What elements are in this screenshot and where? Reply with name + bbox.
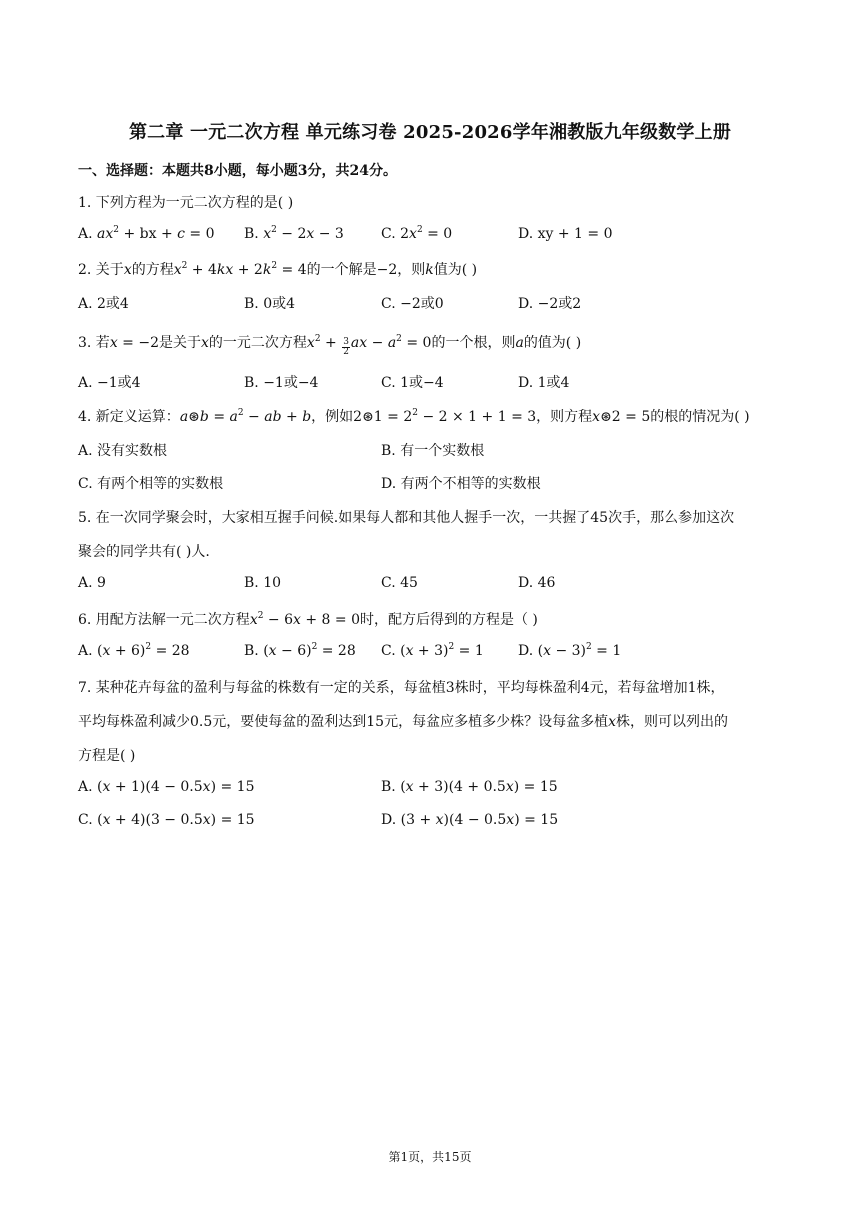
option-d[interactable]: D. (3 + x)(4 − 0.5x) = 15 [381,812,559,828]
option-a[interactable]: A. $(x + 6)^2 = 28$ [78,642,190,659]
question-1-options [78,226,778,246]
option-d[interactable]: D. $(x - 3)^2 = 1$ [518,642,622,659]
question-4: 4. 新定义运算：a⊛b = $a^2$ − ab + b，例如2⊛1 = $2^2 - 2 \times 1 + 1 = 3$，则方程x⊛2 = 5的根的情况为( ) [78,408,750,425]
page-footer: 第1页，共15页 [388,1150,472,1164]
question-6-options [78,643,778,663]
option-a[interactable]: A. $ax^2$ + bx + c = 0 [78,225,215,242]
option-c[interactable]: C. 有两个相等的实数根 [78,476,224,492]
option-a[interactable]: A. 9 [78,575,106,591]
option-a[interactable]: A. (x + 1)(4 − 0.5x) = 15 [78,779,255,795]
option-c[interactable]: C. $(x + 3)^2 = 1$ [381,642,484,659]
option-b[interactable]: B. $(x - 6)^2 = 28$ [244,642,356,659]
option-a[interactable]: A. 2或4 [78,296,129,312]
question-1: 1. 下列方程为一元二次方程的是( ) [78,195,294,211]
option-c[interactable]: C. $2x^2 = 0$ [381,225,453,242]
option-d[interactable]: D. 1或4 [518,375,570,391]
option-b[interactable]: B. −1或−4 [244,375,319,391]
option-a[interactable]: A. 没有实数根 [78,443,168,459]
question-4-options-row1 [78,440,778,460]
question-3-options [78,372,778,392]
option-c[interactable]: C. −2或0 [381,296,444,312]
option-c[interactable]: C. 45 [381,575,418,591]
option-d[interactable]: D. −2或2 [518,296,582,312]
option-c[interactable]: C. 1或−4 [381,375,444,391]
option-b[interactable]: B. 有一个实数根 [381,443,485,459]
question-7-options-row1 [78,779,778,799]
option-b[interactable]: B. 10 [244,575,282,591]
question-2: 2. 关于x的方程$x^2 + 4kx + 2k^2 = 4$的一个解是−2，则k值为( ) [78,261,478,278]
question-7-line1: 7. 某种花卉每盆的盈利与每盆的株数有一定的关系，每盆植3株时，平均每株盈利4元，若每盆增加1株， [78,680,725,696]
section-heading: 一、选择题：本题共8小题，每小题3分，共24分。 [78,163,397,179]
question-5-options [78,575,778,595]
question-5-line2: 聚会的同学共有( )人. [78,544,210,560]
question-2-options [78,293,778,313]
question-5-line1: 5. 在一次同学聚会时，大家相互握手问候.如果每人都和其他人握手一次，一共握了45次手，那么参加这次 [78,510,735,526]
question-6: 6. 用配方法解一元二次方程$x^2 - 6x + 8 = 0$时，配方后得到的方程是（ ) [78,611,538,628]
option-d[interactable]: D. xy + 1 = 0 [518,226,613,242]
question-7-line2: 平均每株盈利减少0.5元，要使每盆的盈利达到15元，每盆应多植多少株？设每盆多植x株，则可以列出的 [78,714,728,730]
question-7-line3: 方程是( ) [78,748,136,764]
option-b[interactable]: B. 0或4 [244,296,296,312]
option-a[interactable]: A. −1或4 [78,375,141,391]
question-4-options-row2 [78,473,778,493]
question-3: 3. 若x = −2是关于x的一元二次方程$x^2$ + $\frac{3}{2}$ ax − $a^2 = 0$的一个根，则a的值为( ) [78,334,582,357]
option-b[interactable]: B. $x^2 - 2x - 3$ [244,225,344,242]
option-c[interactable]: C. (x + 4)(3 − 0.5x) = 15 [78,812,255,828]
question-7-options-row2 [78,812,778,832]
option-d[interactable]: D. 46 [518,575,556,591]
page-title: 第二章 一元二次方程 单元练习卷 2025-2026学年湘教版九年级数学上册 [128,122,732,143]
option-d[interactable]: D. 有两个不相等的实数根 [381,476,541,492]
option-b[interactable]: B. (x + 3)(4 + 0.5x) = 15 [381,779,558,795]
